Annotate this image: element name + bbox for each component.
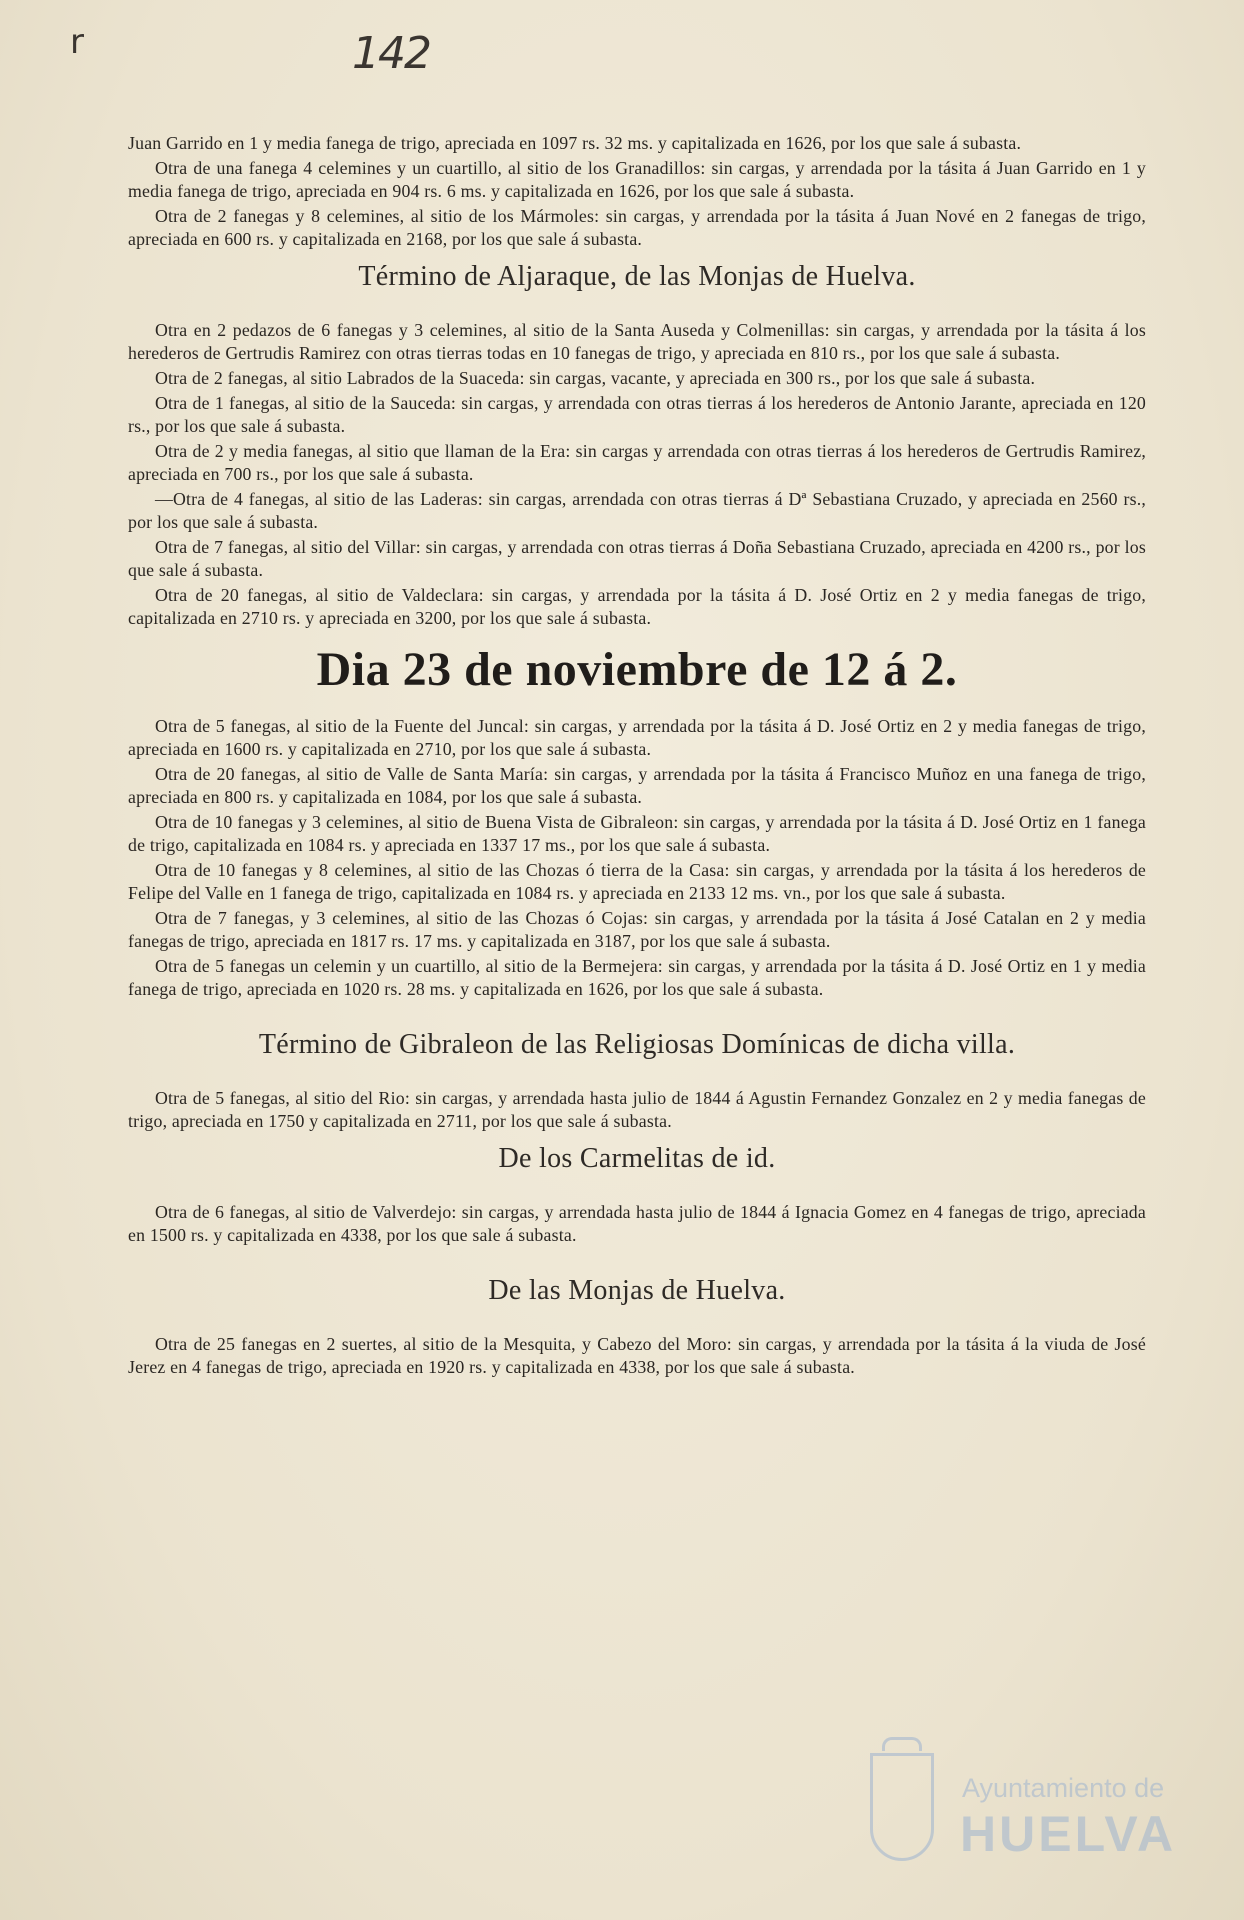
handwritten-mark: r <box>70 22 84 62</box>
spacer <box>128 1071 1146 1087</box>
listing-paragraph: —Otra de 4 fanegas, al sitio de las Laderas: sin cargas, arrendada con otras tierras á Dª Sebastiana Cruzado, y apreciada en 2560 rs., por los que sale á subasta. <box>128 489 1146 532</box>
listing-paragraph: Otra de una fanega 4 celemines y un cuartillo, al sitio de los Granadillos: sin cargas, y arrendada por la tásita á Juan Garrido en 1 y media fanega de trigo, apreciada en 904 rs. 6 ms. y capitalizada en 1626, por los que sale á subasta. <box>128 158 1146 201</box>
listing-paragraph: Otra en 2 pedazos de 6 fanegas y 3 celemines, al sitio de la Santa Auseda y Colmenillas: sin cargas, y arrendada por la tásita á los herederos de Gertrudis Ramirez con otras tierras todas en 10 fanegas de trigo, y apreciada en 810 rs., por los que sale á subasta. <box>128 320 1146 363</box>
listing-paragraph: Otra de 1 fanegas, al sitio de la Sauceda: sin cargas, y arrendada con otras tierras á los herederos de Antonio Jarante, apreciada en 120 rs., por los que sale á subasta. <box>128 393 1146 436</box>
section-heading: Término de Gibraleon de las Religiosas Domínicas de dicha villa. <box>258 1029 1016 1060</box>
listing-paragraph: Otra de 10 fanegas y 3 celemines, al sitio de Buena Vista de Gibraleon: sin cargas, y arrendada por la tásita á D. José Ortiz en 1 fanega de trigo, capitalizada en 1084 rs. y apreciada en 1337 17 ms., por los que sale á subasta. <box>128 812 1146 855</box>
listing-paragraph: Otra de 2 y media fanegas, al sitio que llaman de la Era: sin cargas y arrendada con otras tierras á los herederos de Gertrudis Ramirez, apreciada en 700 rs., por los que sale á subasta. <box>128 441 1146 484</box>
listing-paragraph: Otra de 20 fanegas, al sitio de Valle de Santa María: sin cargas, y arrendada por la tásita á Francisco Muñoz en una fanega de trigo, apreciada en 800 rs. y capitalizada en 1084, por los que sale á subasta. <box>128 764 1146 807</box>
listing-paragraph: Otra de 7 fanegas, y 3 celemines, al sitio de las Chozas ó Cojas: sin cargas, y arrendada por la tásita á José Catalan en 2 y media fanegas de trigo, apreciada en 1817 rs. 17 ms. y capitalizada en 3187, por los que sale á subasta. <box>128 908 1146 951</box>
spacer <box>128 1003 1146 1019</box>
listing-paragraph: Juan Garrido en 1 y media fanega de trigo, apreciada en 1097 rs. 32 ms. y capitalizada en 1626, por los que sale á subasta. <box>128 133 1022 153</box>
listing-paragraph: Otra de 7 fanegas, al sitio del Villar: sin cargas, y arrendada con otras tierras á Doña Sebastiana Cruzado, apreciada en 4200 rs., por los que sale á subasta. <box>128 537 1146 580</box>
folio-number: 142 <box>352 28 430 79</box>
coat-of-arms-icon <box>870 1753 934 1861</box>
watermark-line-2: HUELVA <box>960 1806 1177 1862</box>
listing-paragraph: Otra de 10 fanegas y 8 celemines, al sitio de las Chozas ó tierra de la Casa: sin cargas, y arrendada por la tásita á los herederos de Felipe del Valle en 1 fanega de trigo, capitalizada en 1084 rs. y apreciada en 2133 12 ms. vn., por los que sale á subasta. <box>128 860 1146 903</box>
auction-date-heading: Dia 23 de noviembre de 12 á 2. <box>316 643 958 696</box>
spacer <box>128 1317 1146 1333</box>
archive-watermark <box>870 1745 1180 1895</box>
spacer <box>128 303 1146 319</box>
listing-paragraph: Otra de 2 fanegas y 8 celemines, al sitio de los Mármoles: sin cargas, y arrendada por la tásita á Juan Nové en 2 fanegas de trigo, apreciada en 600 rs. y capitalizada en 2168, por los que sale á subasta. <box>128 206 1146 249</box>
crown-icon <box>882 1737 922 1751</box>
listing-paragraph: Otra de 2 fanegas, al sitio Labrados de la Suaceda: sin cargas, vacante, y apreciada en 300 rs., por los que sale á subasta. <box>155 368 1036 388</box>
section-heading: De los Carmelitas de id. <box>498 1143 776 1174</box>
listing-paragraph: Otra de 20 fanegas, al sitio de Valdeclara: sin cargas, y arrendada por la tásita á D. José Ortiz en 2 y media fanegas de trigo, capitalizada en 2710 rs. y apreciada en 3200, por los que sale á subasta. <box>128 585 1146 628</box>
listing-paragraph: Otra de 6 fanegas, al sitio de Valverdejo: sin cargas, y arrendada hasta julio de 1844 á Ignacia Gomez en 4 fanegas de trigo, apreciada en 1500 rs. y capitalizada en 4338, por los que sale á subasta. <box>128 1202 1146 1245</box>
listing-paragraph: Otra de 25 fanegas en 2 suertes, al sitio de la Mesquita, y Cabezo del Moro: sin cargas, y arrendada por la tásita á la viuda de José Jerez en 4 fanegas de trigo, apreciada en 1920 rs. y capitalizada en 4338, por los que sale á subasta. <box>128 1334 1146 1377</box>
document-body <box>128 132 1146 1381</box>
spacer <box>128 1185 1146 1201</box>
listing-paragraph: Otra de 5 fanegas, al sitio del Rio: sin cargas, y arrendada hasta julio de 1844 á Agustin Fernandez Gonzalez en 2 y media fanegas de trigo, apreciada en 1750 y capitalizada en 2711, por los que sale á subasta. <box>128 1088 1146 1131</box>
listing-paragraph: Otra de 5 fanegas, al sitio de la Fuente del Juncal: sin cargas, y arrendada por la tásita á D. José Ortiz en 2 y media fanegas de trigo, apreciada en 1600 rs. y capitalizada en 2710, por los que sale á subasta. <box>128 716 1146 759</box>
spacer <box>128 1249 1146 1265</box>
watermark-line-1: Ayuntamiento de <box>962 1773 1165 1803</box>
listing-paragraph: Otra de 5 fanegas un celemin y un cuartillo, al sitio de la Bermejera: sin cargas, y arrendada por la tásita á D. José Ortiz en 1 y media fanega de trigo, apreciada en 1020 rs. 28 ms. y capitalizada en 1626, por los que sale á subasta. <box>128 956 1146 999</box>
section-heading: Término de Aljaraque, de las Monjas de Huelva. <box>358 261 916 292</box>
section-heading: De las Monjas de Huelva. <box>488 1275 786 1306</box>
